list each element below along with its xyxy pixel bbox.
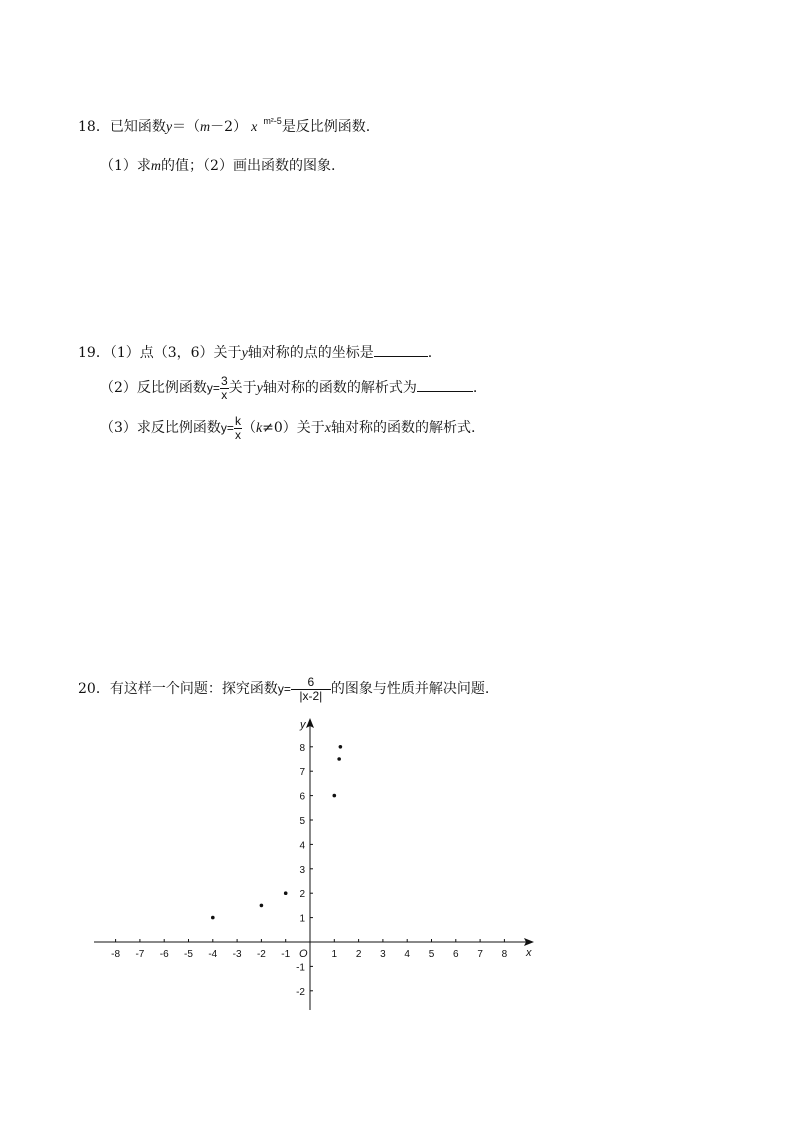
q20-number: 20． <box>78 681 110 697</box>
x-tick-label: 5 <box>428 949 435 960</box>
data-point <box>211 916 215 920</box>
q19-p2-a: （2）反比例函数 <box>100 380 207 396</box>
x-axis-label: x <box>526 947 532 959</box>
q20-text-b: 的图象与性质并解决问题. <box>330 681 490 697</box>
q18-y: y <box>165 120 173 135</box>
q19-line1 <box>78 342 432 364</box>
x-tick-label: -2 <box>256 949 266 960</box>
y-tick-label: 2 <box>299 889 305 901</box>
tick-labels <box>111 719 532 998</box>
x-tick-label: 8 <box>501 949 508 960</box>
q18-minus2: －2） <box>210 119 248 135</box>
q19-p1-b: 轴对称的点的坐标是 <box>247 345 374 361</box>
x-tick-label: -1 <box>281 949 291 960</box>
q18-eq: ＝（ <box>172 119 201 135</box>
x-tick-label: 2 <box>355 949 362 960</box>
q18-line1 <box>78 117 370 138</box>
axes <box>94 718 534 1010</box>
q19-p1-y: y <box>241 346 248 361</box>
q18-part1-b: 的值；（2）画出函数的图象. <box>161 158 336 174</box>
q20-num: 6 <box>291 676 331 690</box>
x-tick-label: 1 <box>331 949 338 960</box>
q19-p1-a: （1）点（3，6）关于 <box>109 345 242 361</box>
q18-text-a: 已知函数 <box>109 119 166 135</box>
q18-exponent: m²-5 <box>263 116 282 126</box>
q19-p3-den: x <box>234 427 241 442</box>
y-tick-label: -1 <box>296 962 305 974</box>
y-tick-label: 8 <box>299 742 305 754</box>
q19-p2-den: x <box>221 387 228 402</box>
data-point <box>260 904 264 908</box>
q19-p2-fraction <box>220 375 229 402</box>
q19-p2-b: 关于 <box>228 380 257 396</box>
y-tick-label: 6 <box>299 791 305 803</box>
q19-answer-blank-1[interactable] <box>374 342 428 357</box>
q19-p1-end: . <box>427 345 433 361</box>
q20-line1 <box>78 674 489 704</box>
x-tick-label: -4 <box>208 949 218 960</box>
x-tick-label: 4 <box>404 949 410 960</box>
q20-text-a: 有这样一个问题：探究函数 <box>109 681 278 697</box>
y-tick-label: 1 <box>299 913 305 925</box>
x-tick-label: 3 <box>380 949 386 960</box>
q19-p3-c: ≠0）关于 <box>262 420 325 436</box>
q18-m: m <box>200 120 211 135</box>
q18-part1-m: m <box>150 159 162 174</box>
y-tick-label: 4 <box>299 840 305 852</box>
y-tick-label: 5 <box>299 816 305 827</box>
q19-p3-fraction <box>234 415 242 442</box>
x-tick-label: 7 <box>477 949 483 960</box>
q20-yeq: y= <box>277 682 291 696</box>
origin-label: O <box>299 948 308 960</box>
q18-part1-a: （1）求 <box>100 158 151 174</box>
data-point <box>337 757 341 761</box>
q19-p3-a: （3）求反比例函数 <box>100 420 221 436</box>
x-tick-label: -6 <box>159 949 169 960</box>
x-tick-label: -7 <box>135 949 145 960</box>
q19-p3-b: （ <box>241 420 256 436</box>
x-tick-label: -8 <box>111 949 121 960</box>
q19-p3-x: x <box>324 421 332 436</box>
q19-p3-d: 轴对称的函数的解析式. <box>331 420 476 436</box>
q19-number: 19． <box>78 345 110 361</box>
q20-fraction <box>291 676 331 703</box>
q18-line2 <box>100 156 335 177</box>
data-point <box>284 891 288 895</box>
y-axis-label: y <box>300 719 306 731</box>
x-tick-label: -5 <box>184 949 193 960</box>
coordinate-graph <box>80 710 550 1020</box>
q19-p3-k: k <box>255 421 263 436</box>
y-tick-label: -2 <box>296 986 305 998</box>
x-tick-label: 6 <box>453 949 459 960</box>
q19-p2-end: . <box>472 380 478 396</box>
q19-p2-c: 轴对称的函数的解析式为 <box>262 380 417 396</box>
q18-x: x <box>251 120 258 135</box>
data-point <box>339 745 343 749</box>
y-tick-label: 7 <box>299 767 305 779</box>
q19-p3-num: k <box>234 413 241 428</box>
q20-den: |x-2| <box>299 688 323 703</box>
q18-text-b: 是反比例函数. <box>281 119 371 135</box>
data-points <box>211 742 342 919</box>
q19-line3 <box>100 414 475 443</box>
q19-line2 <box>100 374 477 403</box>
q19-answer-blank-2[interactable] <box>417 377 473 392</box>
data-point <box>333 794 337 798</box>
q18-number: 18． <box>78 119 110 135</box>
q19-p2-num: 3 <box>220 373 228 388</box>
x-tick-label: -3 <box>232 949 242 960</box>
q19-p2-yeq: y= <box>206 381 220 395</box>
y-tick-label: 3 <box>299 864 305 876</box>
q19-p2-y: y <box>256 381 263 396</box>
q19-p3-yeq: y= <box>220 421 234 435</box>
